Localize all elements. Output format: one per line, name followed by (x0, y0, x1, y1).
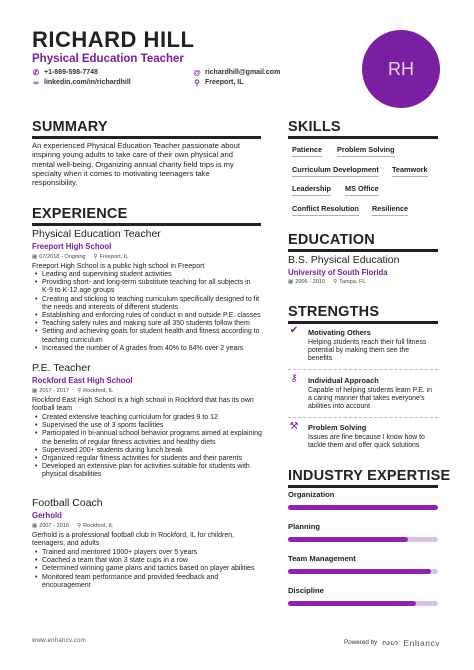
expertise-bar (288, 601, 438, 606)
expertise-bar (288, 505, 438, 510)
location-text: Freeport, IL (205, 79, 244, 86)
experience-divider (32, 223, 261, 226)
education-meta (288, 279, 366, 285)
skills-divider (288, 136, 438, 139)
bullet-item: • Leading and supervising student activities (34, 271, 266, 279)
strength-title: Problem Solving (308, 423, 367, 432)
expertise-label: Organization (288, 490, 335, 499)
footer-branding[interactable] (344, 637, 440, 648)
degree-title: B.S. Physical Education (288, 254, 400, 266)
bullet-item: • Trained and mentored 1000+ players over 5 years (34, 549, 266, 557)
bullet-item: • Setting and achieving goals for student health and fitness according to teaching curriculum (34, 328, 266, 344)
bullet-item: • Supervised the use of 3 sports facilities (34, 422, 266, 430)
check-icon: ✔ (289, 325, 299, 336)
education-location: Tampa, FL (339, 279, 366, 285)
expertise-bar-fill (288, 537, 408, 542)
skill-tag: Resilience (372, 204, 408, 216)
strength-title: Motivating Others (308, 328, 371, 337)
key-icon: ⚷ (290, 373, 298, 384)
calendar-icon: ▦ (32, 388, 38, 394)
bullet-item: • Determined winning game plans and tactics based on player abilities (34, 565, 266, 573)
expertise-label: Discipline (288, 586, 324, 595)
summary-line: responsibility. (32, 178, 78, 188)
bullet-item: • Increased the number of A grades from 40% to 84% over 2 years (34, 345, 266, 353)
expertise-bar-fill (288, 505, 438, 510)
job-title: Football Coach (32, 497, 103, 509)
strength-description: Capable of helping students learn P.E. in a caring manner that takes everyone's abilities into account (308, 387, 432, 411)
summary-line: mental well-being. Organizing annual charity field trips is my (32, 159, 234, 169)
expertise-bar-fill (288, 601, 416, 606)
summary-heading: SUMMARY (32, 119, 108, 135)
bullet-item: • Participated in bi-annual school behavior programs aimed at explaining the benefits of regular fitness activities and healthy diets (34, 430, 266, 446)
location-contact (193, 78, 244, 87)
job-description: Freeport High School is a public high school in Freeport (32, 263, 205, 270)
linkedin-contact[interactable] (32, 78, 131, 87)
tools-icon: ⚒ (289, 421, 299, 432)
calendar-icon: ▦ (32, 254, 38, 260)
calendar-icon: ▦ (32, 523, 38, 529)
brand-name[interactable]: Enhancv (403, 637, 441, 648)
phone-icon: ✆ (32, 68, 40, 77)
avatar (362, 30, 440, 108)
skill-tag: Patience (292, 145, 322, 157)
email-contact[interactable] (193, 68, 280, 77)
expertise-bar (288, 569, 438, 574)
linkedin-text[interactable]: linkedin.com/in/richardhill (44, 79, 131, 86)
industry-divider (288, 485, 438, 488)
summary-divider (32, 136, 261, 139)
strength-title: Individual Approach (308, 376, 379, 385)
summary-line: specialty when it comes to motivating teenagers take (32, 168, 210, 178)
job-title: Physical Education Teacher (32, 228, 161, 240)
education-divider (288, 249, 438, 252)
job-location: Freeport, IL (99, 254, 129, 260)
bullet-item: • Organized regular fitness activities for students and their parents (34, 455, 266, 463)
location-pin-icon: ⚲ (333, 279, 338, 285)
candidate-name: RICHARD HILL (32, 27, 195, 52)
strength-description: Issues are fine because I know how to tackle them and offer quick solutions (308, 434, 425, 450)
bullet-item: • Supervised 200+ students during lunch break (34, 447, 266, 455)
education-dates: 2006 - 2010 (295, 279, 326, 285)
job-meta (32, 254, 129, 260)
expertise-bar (288, 537, 438, 542)
strength-description: Helping students reach their full fitness potential by making them see the benefits (308, 339, 427, 363)
job-location: Rockford, IL (83, 388, 114, 394)
calendar-icon: ▦ (288, 279, 294, 285)
job-dates: 2017 - 2017 (39, 388, 70, 394)
job-meta (32, 523, 113, 529)
skills-heading: SKILLS (288, 119, 341, 135)
job-bullets (34, 549, 266, 590)
skill-tag: MS Office (345, 184, 379, 196)
bullet-item: • Providing short- and long-term substitute teaching for all subjects in K-9 to K-12 age groups (34, 279, 266, 295)
avatar-initials: RH (388, 58, 414, 79)
location-pin-icon: ⚲ (77, 523, 82, 529)
school-name: University of South Florida (288, 268, 388, 277)
bullet-item: • Created extensive teaching curriculum for grades 9 to 12 (34, 414, 266, 422)
job-dates: 2007 - 2016 (39, 523, 70, 529)
job-bullets (34, 271, 266, 353)
job-description: Gerhold is a professional football club in Rockford, IL for children, teenagers, and adults (32, 532, 235, 548)
location-pin-icon: ⚲ (77, 388, 82, 394)
skill-tag: Teamwork (392, 165, 428, 177)
bullet-item: • Creating and sticking to teaching curriculum specifically designed to fit the needs and interests of different students (34, 296, 266, 312)
expertise-label: Team Management (288, 554, 356, 563)
company-name: Gerhold (32, 511, 62, 520)
at-icon: @ (193, 68, 201, 77)
job-description: Rockford East High School is a high school in Rockford that has its own football team (32, 397, 254, 413)
industry-expertise-heading: INDUSTRY EXPERTISE (288, 468, 451, 484)
experience-heading: EXPERIENCE (32, 206, 128, 222)
location-pin-icon: ⚲ (93, 254, 98, 260)
skill-tag: Conflict Resolution (292, 204, 359, 216)
expertise-bar-fill (288, 569, 431, 574)
skill-tag: Problem Solving (337, 145, 395, 157)
job-location: Rockford, IL (83, 523, 114, 529)
bullet-item: • Establishing and enforcing rules of conduct in and outside P.E. classes (34, 312, 266, 320)
email-text[interactable]: richardhill@gmail.com (205, 69, 281, 76)
company-name: Rockford East High School (32, 376, 133, 385)
strength-divider (288, 417, 438, 418)
skill-tag: Curriculum Development (292, 165, 379, 177)
bullet-item: • Monitored team performance and provided feedback and encouragement (34, 574, 266, 590)
candidate-role: Physical Education Teacher (32, 53, 184, 65)
job-meta (32, 388, 113, 394)
job-bullets (34, 414, 266, 480)
bullet-item: • Teaching safety rules and making sure all 350 students follow them (34, 320, 266, 328)
strengths-divider (288, 321, 438, 324)
job-dates: 07/2018 - Ongoing (39, 254, 86, 260)
phone-contact (32, 68, 98, 77)
summary-text (32, 141, 240, 187)
phone-text: +1-869-598-7748 (44, 69, 98, 76)
job-title: P.E. Teacher (32, 362, 91, 374)
summary-line: An experienced Physical Education Teacher passionate about (32, 141, 240, 150)
powered-by-text: Powered by (344, 639, 378, 646)
education-heading: EDUCATION (288, 232, 375, 248)
location-pin-icon: ⚲ (194, 78, 200, 87)
strengths-heading: STRENGTHS (288, 304, 380, 320)
company-name: Freeport High School (32, 242, 112, 251)
strength-divider (288, 369, 438, 370)
expertise-label: Planning (288, 522, 321, 531)
link-icon: ∞ (33, 78, 39, 87)
brand-logo-icon: ᔓᔕ (382, 637, 399, 647)
summary-line: inspiring young adults to take care of their own physical and (32, 150, 233, 160)
bullet-item: • Developed an extensive plan for activities suitable for students with physical disabilities (34, 463, 266, 479)
footer-website[interactable]: www.enhancv.com (32, 638, 87, 644)
skill-tag: Leadership (292, 184, 331, 196)
bullet-item: • Coached a team that won 3 state cups in a row (34, 557, 266, 565)
